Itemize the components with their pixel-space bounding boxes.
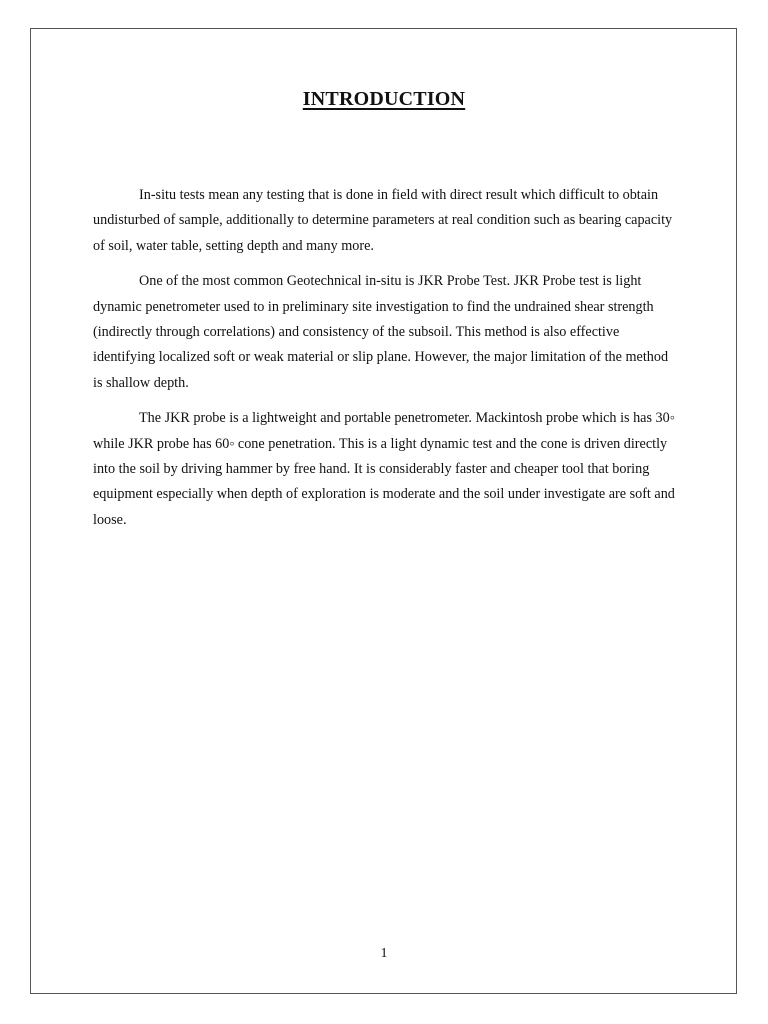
paragraph-1: In-situ tests mean any testing that is done in field with direct result which difficult to obtain undisturbed of sample, additionally to determine parameters at real condition such as bearing capacity of soil, water table, setting depth and many more.: [93, 187, 673, 254]
paragraph-2: One of the most common Geotechnical in-situ is JKR Probe Test. JKR Probe test is light dynamic penetrometer used to in preliminary site investigation to find the undrained shear strength (indirectly through correlations) and consistency of the subsoil. This method is also effective identifying localized soft or weak material or slip plane. However, the major limitation of the method is shallow depth.: [93, 273, 669, 391]
paragraph-3: The JKR probe is a lightweight and portable penetrometer. Mackintosh probe which is has 30◦ while JKR probe has 60◦ cone penetration. This is a light dynamic test and the cone is driven directly into the soil by driving hammer by free hand. It is considerably faster and cheaper tool that boring equipment especially when depth of exploration is moderate and the soil under investigate are soft and loose.: [93, 410, 675, 528]
body-text: [93, 183, 677, 543]
page-number: 1: [380, 946, 388, 961]
page-title: INTRODUCTION: [302, 88, 466, 110]
